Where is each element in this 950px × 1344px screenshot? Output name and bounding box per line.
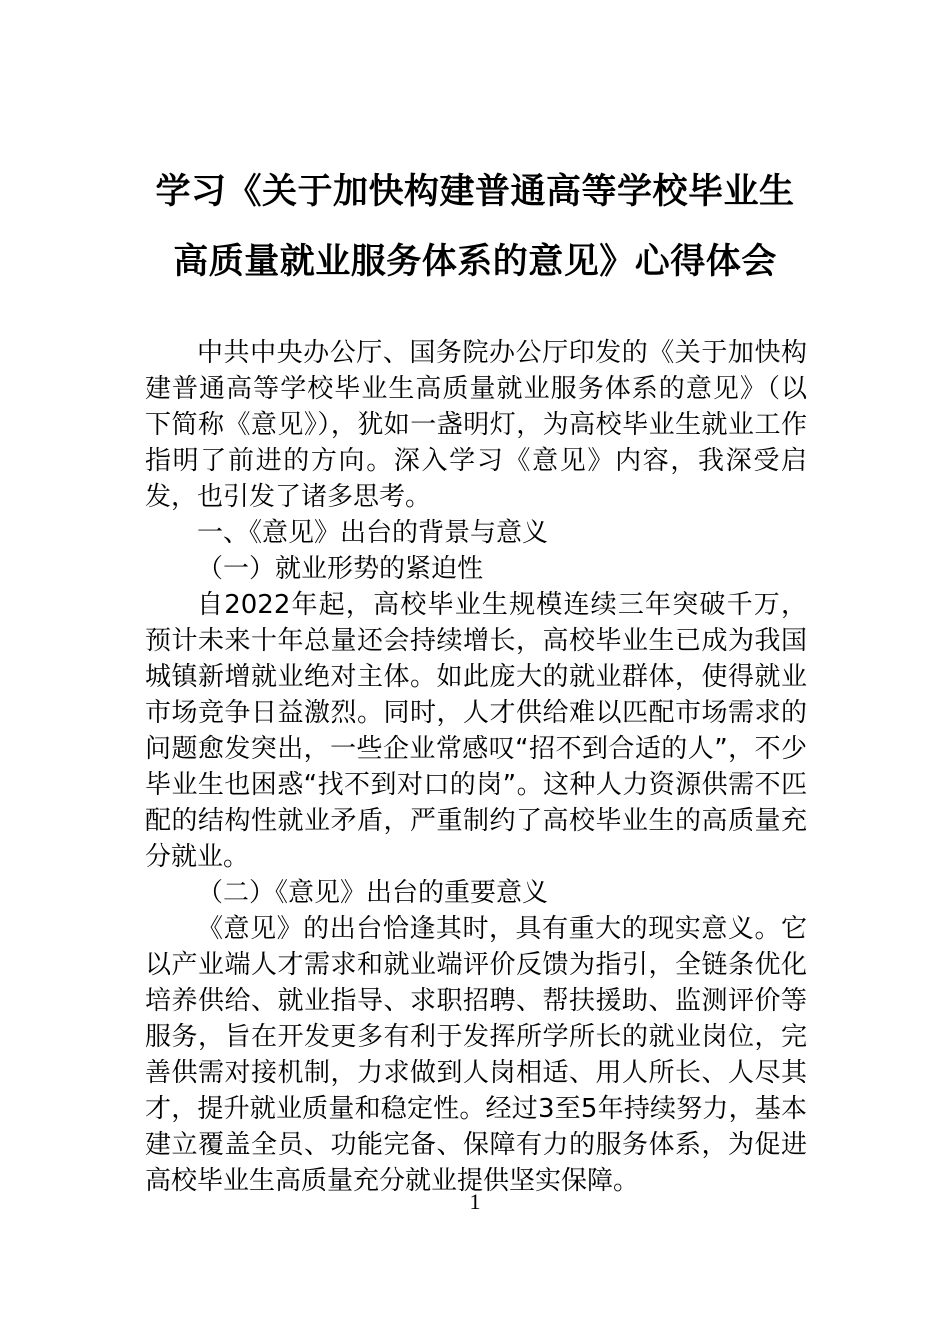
body-paragraph-2: 《意见》的出台恰逢其时，具有重大的现实意义。它以产业端人才需求和就业端评价反馈为指引，全链条优化培养供给、就业指导、求职招聘、帮扶援助、监测评价等服务，旨在开发更多有利于发挥所学所长的就业岗位，完善供需对接机制，力求做到人岗相适、用人所长、人尽其才，提升就业质量和稳定性。经过3至5年持续努力，基本建立覆盖全员、功能完备、保障有力的服务体系，为促进高校毕业生高质量充分就业提供坚实保障。 bbox=[145, 914, 807, 1196]
subsection-heading-1: （一）就业形势的紧迫性 bbox=[197, 554, 484, 584]
document-title-line-1: 学习《关于加快构建普通高等学校毕业生 bbox=[155, 172, 795, 212]
subsection-heading-2: （二）《意见》出台的重要意义 bbox=[197, 878, 549, 908]
body-paragraph-1: 自2022年起，高校毕业生规模连续三年突破千万，预计未来十年总量还会持续增长，高校毕业生已成为我国城镇新增就业绝对主体。如此庞大的就业群体，使得就业市场竞争日益激烈。同时，人才供给难以匹配市场需求的问题愈发突出，一些企业常感叹“招不到合适的人”，不少毕业生也困惑“找不到对口的岗”。这种人力资源供需不匹配的结构性就业矛盾，严重制约了高校毕业生的高质量充分就业。 bbox=[145, 590, 807, 872]
page-number: 1 bbox=[469, 1189, 481, 1214]
document-title-line-2: 高质量就业服务体系的意见》心得体会 bbox=[173, 242, 777, 282]
section-heading-1: 一、《意见》出台的背景与意义 bbox=[197, 518, 549, 548]
intro-paragraph: 中共中央办公厅、国务院办公厅印发的《关于加快构建普通高等学校毕业生高质量就业服务体系的意见》（以下简称《意见》），犹如一盏明灯，为高校毕业生就业工作指明了前进的方向。深入学习《意见》内容，我深受启发，也引发了诸多思考。 bbox=[145, 338, 807, 512]
document-body bbox=[145, 335, 807, 1199]
